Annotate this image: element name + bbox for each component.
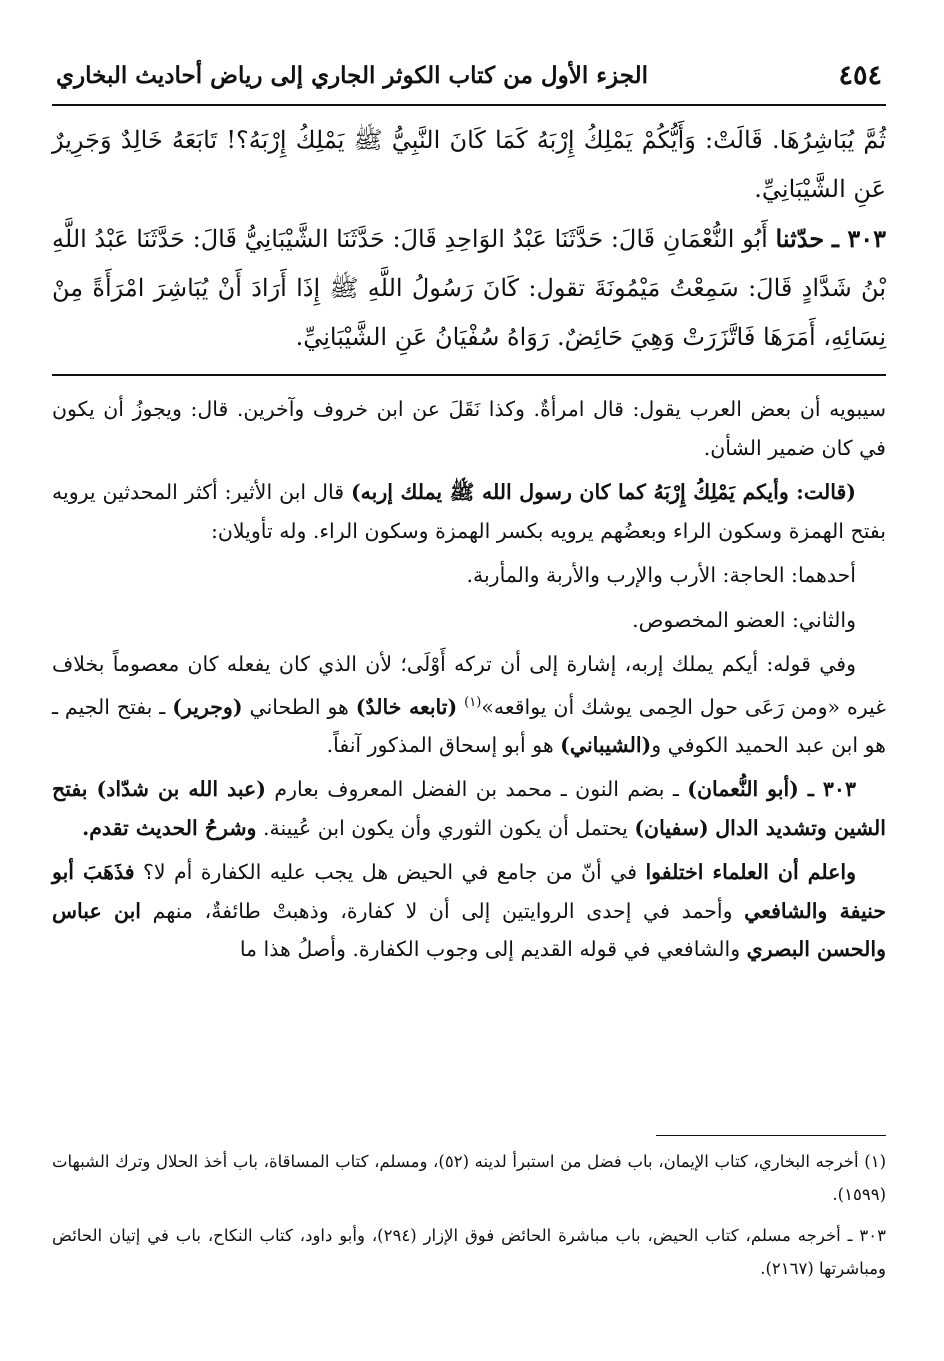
footnote: ٣٠٣ ـ أخرجه مسلم، كتاب الحيض، باب مباشرة الحائض فوق الإزار (٢٩٤)، وأبو داود، كتاب النكاح، باب في إتيان الحائض ومباشرتها (٢١٦٧). [52, 1226, 886, 1278]
quoted-phrase: (وجرير) [172, 694, 243, 719]
commentary-point: أحدهما: الحاجة: الأرب والإرب والأربة والمأربة. [466, 563, 856, 587]
page-number: ٤٥٤ [838, 60, 882, 91]
footnotes [52, 1145, 886, 1293]
separator-rule [52, 374, 886, 376]
quoted-phrase: (الشيباني) [560, 732, 652, 757]
running-title: الجزء الأول من كتاب الكوثر الجاري إلى رياض أحاديث البخاري [56, 62, 648, 89]
hadith-lead-word: حدّثنا [775, 224, 825, 253]
footnote-rule [656, 1135, 886, 1136]
hadith-302-ending: ثُمَّ يُبَاشِرُهَا. قَالَتْ: وَأَيُّكُمْ يَمْلِكُ إِرْبَهُ كَمَا كَانَ النَّبِيُّ ﷺ يَمْلِكُ إِرْبَهُ؟! تَابَعَهُ خَالِدٌ وَجَرِيرٌ عَنِ الشَّيْبَانِيِّ. [52, 126, 886, 203]
hadith-body: أَبُو النُّعْمَانِ قَالَ: حَدَّثَنَا عَبْدُ الوَاحِدِ قَالَ: حَدَّثَنَا الشَّيْبَانِيُّ قَالَ: حَدَّثَنَا عَبْدُ اللَّهِ بْنُ شَدَّادٍ قَالَ: سَمِعْتُ مَيْمُونَةَ تقول: كَانَ رَسُولُ اللَّهِ ﷺ إِذَا أَرَادَ أَنْ يُبَاشِرَ امْرَأَةً مِنْ نِسَائِهِ، أَمَرَهَا فَاتَّزَرَتْ وَهِيَ حَائِضٌ. رَوَاهُ سُفْيَانُ عَنِ الشَّيْبَانِيِّ. [52, 225, 886, 351]
commentary-paragraph: (قالت: وأيكم يَمْلِكُ إِرْبَهُ كما كان رسول الله ﷺ يملك إربه) قال ابن الأثير: أكثر المحدثين يرويه بفتح الهمزة وسكون الراء وبعضُهم يرويه بكسر الهمزة وسكون الراء. وله تأويلان: [52, 480, 886, 543]
commentary-paragraph: ٣٠٣ ـ (أبو النُّعمان) ـ بضم النون ـ محمد بن الفضل المعروف بعارم (عبد الله بن شدّاد) بفتح الشين وتشديد الدال (سفيان) يحتمل أن يكون الثوري وأن يكون ابن عُيينة. وشرحُ الحديث تقدم. [52, 777, 886, 840]
quoted-phrase: واعلم أن العلماء اختلفوا [645, 860, 856, 885]
book-page [52, 0, 886, 1361]
commentary-paragraph: وفي قوله: أيكم يملك إربه، إشارة إلى أن تركه أَوْلَى؛ لأن الذي كان يفعله كان معصوماً بخلاف غيره «ومن رَعَى حول الحِمى يوشك أن يواقعه»$^{(١)}$ (تابعه خالدٌ) هو الطحاني (وجرير) ـ بفتح الجيم ـ هو ابن عبد الحميد الكوفي و(الشيباني) هو أبو إسحاق المذكور آنفاً. [52, 652, 886, 757]
commentary-paragraph: واعلم أن العلماء اختلفوا في أنّ من جامع في الحيض هل يجب عليه الكفارة أم لا؟ فذَهَبَ أبو حنيفة والشافعي وأحمد في إحدى الروايتين إلى أن لا كفارة، وذهبتْ طائفةٌ، منهم ابن عباس والحسن البصري والشافعي في قوله القديم إلى وجوب الكفارة. وأصلُ هذا ما [52, 860, 886, 962]
quoted-phrase: (تابعه خالدٌ) [355, 694, 458, 719]
quoted-phrase: وشرحُ الحديث تقدم. [82, 815, 257, 840]
footnote-ref: (١) [464, 694, 482, 710]
hadith-number: ٣٠٣ ـ [831, 224, 886, 253]
page-header [52, 58, 886, 106]
hadith-text [52, 116, 886, 362]
commentary-point: والثاني: العضو المخصوص. [632, 607, 856, 632]
quoted-phrase: (سفيان) [634, 815, 709, 840]
quoted-phrase: فذَهَبَ أبو حنيفة والشافعي [52, 860, 886, 923]
commentary [52, 390, 886, 975]
quoted-phrase: (عبد الله بن شدّاد) بفتح الشين وتشديد الدال [52, 777, 886, 840]
commentary-paragraph: سيبويه أن بعض العرب يقول: قال امرأةٌ. وكذا نَقَلَ عن ابن خروف وآخرين. قال: ويجوزُ أن يكون في كان ضمير الشأن. [52, 397, 886, 460]
footnote: (١) أخرجه البخاري، كتاب الإيمان، باب فضل من استبرأ لدينه (٥٢)، ومسلم، كتاب المساقاة، باب أخذ الحلال وترك الشبهات (١٥٩٩). [52, 1152, 886, 1204]
quoted-phrase: (قالت: وأيكم يَمْلِكُ إِرْبَهُ كما كان رسول الله ﷺ يملك إربه) [350, 480, 856, 504]
hadith-303 [52, 214, 886, 362]
quoted-phrase: ابن عباس والحسن البصري [52, 898, 886, 962]
quoted-phrase: ٣٠٣ ـ (أبو النُّعمان) [687, 777, 856, 802]
